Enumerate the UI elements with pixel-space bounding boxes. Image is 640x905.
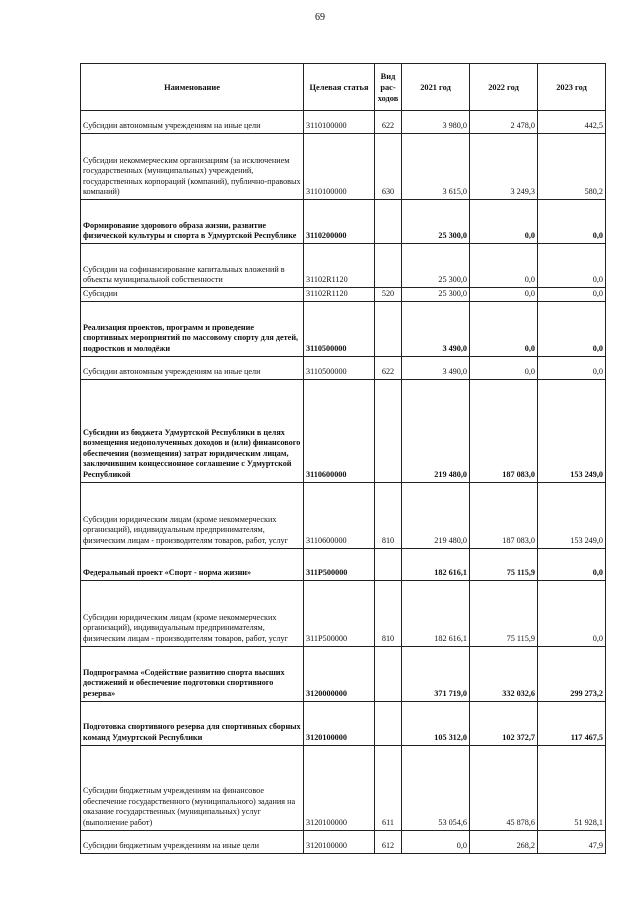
- cell-code: 3110100000: [304, 111, 375, 134]
- cell-2023: 0,0: [538, 548, 606, 580]
- cell-kind: 810: [375, 580, 402, 646]
- cell-2021: 25 300,0: [402, 244, 470, 288]
- cell-2023: 0,0: [538, 301, 606, 356]
- cell-2023: 0,0: [538, 244, 606, 288]
- header-2021: 2021 год: [402, 64, 470, 111]
- cell-kind: [375, 244, 402, 288]
- table-row: [81, 288, 606, 302]
- cell-code: 3110200000: [304, 200, 375, 244]
- cell-name: Реализация проектов, программ и проведение спортивных мероприятий по массовому спорту для детей, подростков и молодёжи: [81, 301, 304, 356]
- table-row: [81, 111, 606, 134]
- table-row: [81, 379, 606, 482]
- cell-name: Формирование здорового образа жизни, развитие физической культуры и спорта в Удмуртской Республике: [81, 200, 304, 244]
- cell-name: Субсидии некоммерческим организациям (за исключением государственных (муниципальных) учреждений, государственных корпораций (компаний), публично-правовых компаний): [81, 134, 304, 200]
- cell-2021: 0,0: [402, 830, 470, 853]
- cell-code: 31102R1120: [304, 288, 375, 302]
- cell-2022: 332 032,6: [470, 646, 538, 701]
- cell-2021: 3 980,0: [402, 111, 470, 134]
- budget-table: [80, 63, 606, 854]
- cell-name: Субсидии на софинансирование капитальных вложений в объекты муниципальной собственности: [81, 244, 304, 288]
- cell-name: Субсидии бюджетным учреждениям на финансовое обеспечение государственного (муниципального) задания на оказание государственных (муниципальных) услуг (выполнение работ): [81, 745, 304, 830]
- header-name: Наименование: [81, 64, 304, 111]
- cell-2022: 0,0: [470, 288, 538, 302]
- cell-2022: 75 115,9: [470, 548, 538, 580]
- table-row: [81, 830, 606, 853]
- cell-2022: 102 372,7: [470, 701, 538, 745]
- cell-name: Субсидии юридическим лицам (кроме некоммерческих организаций), индивидуальным предпринимателям, физическим лицам - производителям товаров, работ, услуг: [81, 580, 304, 646]
- cell-2023: 47,9: [538, 830, 606, 853]
- cell-2023: 153 249,0: [538, 482, 606, 548]
- cell-2021: 371 719,0: [402, 646, 470, 701]
- cell-kind: 810: [375, 482, 402, 548]
- table-row: [81, 482, 606, 548]
- cell-kind: [375, 200, 402, 244]
- cell-2023: 0,0: [538, 288, 606, 302]
- header-code: Целевая статья: [304, 64, 375, 111]
- cell-name: Федеральный проект «Спорт - норма жизни»: [81, 548, 304, 580]
- cell-2021: 219 480,0: [402, 482, 470, 548]
- cell-code: 3120000000: [304, 646, 375, 701]
- cell-code: 3110500000: [304, 356, 375, 379]
- cell-kind: 630: [375, 134, 402, 200]
- cell-name: Подпрограмма «Содействие развитию спорта высших достижений и обеспечение подготовки спортивного резерва»: [81, 646, 304, 701]
- cell-2021: 182 616,1: [402, 548, 470, 580]
- cell-kind: 611: [375, 745, 402, 830]
- cell-2021: 3 490,0: [402, 356, 470, 379]
- cell-name: Субсидии из бюджета Удмуртской Республики в целях возмещения недополученных доходов и (или) финансового обеспечения (возмещения) затрат юридическим лицам, заключившим концессионное соглашение с Удмуртской Республикой: [81, 379, 304, 482]
- cell-2021: 25 300,0: [402, 200, 470, 244]
- cell-2022: 2 478,0: [470, 111, 538, 134]
- cell-code: 3120100000: [304, 701, 375, 745]
- cell-2023: 0,0: [538, 200, 606, 244]
- cell-2021: 105 312,0: [402, 701, 470, 745]
- cell-2021: 53 054,6: [402, 745, 470, 830]
- table-row: [81, 356, 606, 379]
- cell-2021: 3 615,0: [402, 134, 470, 200]
- cell-name: Субсидии бюджетным учреждениям на иные цели: [81, 830, 304, 853]
- cell-2023: 442,5: [538, 111, 606, 134]
- table-row: [81, 244, 606, 288]
- cell-kind: [375, 548, 402, 580]
- cell-name: Субсидии автономным учреждениям на иные цели: [81, 356, 304, 379]
- table-row: [81, 548, 606, 580]
- cell-2023: 0,0: [538, 356, 606, 379]
- cell-name: Подготовка спортивного резерва для спортивных сборных команд Удмуртской Республики: [81, 701, 304, 745]
- cell-2022: 0,0: [470, 356, 538, 379]
- cell-name: Субсидии: [81, 288, 304, 302]
- cell-kind: [375, 301, 402, 356]
- cell-2023: 51 928,1: [538, 745, 606, 830]
- cell-code: 311P500000: [304, 580, 375, 646]
- cell-kind: 520: [375, 288, 402, 302]
- cell-2022: 75 115,9: [470, 580, 538, 646]
- cell-kind: [375, 379, 402, 482]
- table-row: [81, 701, 606, 745]
- header-kind: Вид рас-ходов: [375, 64, 402, 111]
- cell-2022: 3 249,3: [470, 134, 538, 200]
- cell-2022: 187 083,0: [470, 482, 538, 548]
- cell-kind: [375, 701, 402, 745]
- table-row: [81, 134, 606, 200]
- cell-code: 3110600000: [304, 482, 375, 548]
- cell-2023: 117 467,5: [538, 701, 606, 745]
- cell-2021: 25 300,0: [402, 288, 470, 302]
- cell-code: 311P500000: [304, 548, 375, 580]
- cell-2023: 153 249,0: [538, 379, 606, 482]
- cell-kind: 612: [375, 830, 402, 853]
- cell-2021: 182 616,1: [402, 580, 470, 646]
- table-row: [81, 200, 606, 244]
- budget-rows: [81, 111, 606, 854]
- cell-2022: 268,2: [470, 830, 538, 853]
- cell-kind: [375, 646, 402, 701]
- header-2022: 2022 год: [470, 64, 538, 111]
- cell-2023: 580,2: [538, 134, 606, 200]
- cell-kind: 622: [375, 111, 402, 134]
- table-header-row: [81, 64, 606, 111]
- cell-2022: 0,0: [470, 200, 538, 244]
- cell-2022: 187 083,0: [470, 379, 538, 482]
- table-row: [81, 301, 606, 356]
- cell-code: 3110100000: [304, 134, 375, 200]
- cell-kind: 622: [375, 356, 402, 379]
- cell-2021: 3 490,0: [402, 301, 470, 356]
- cell-code: 3110500000: [304, 301, 375, 356]
- table-row: [81, 646, 606, 701]
- cell-2022: 45 878,6: [470, 745, 538, 830]
- table-row: [81, 580, 606, 646]
- page-number: 69: [315, 12, 325, 23]
- cell-code: 3120100000: [304, 745, 375, 830]
- cell-2022: 0,0: [470, 301, 538, 356]
- cell-2023: 0,0: [538, 580, 606, 646]
- cell-2021: 219 480,0: [402, 379, 470, 482]
- table-row: [81, 745, 606, 830]
- cell-code: 31102R1120: [304, 244, 375, 288]
- cell-2022: 0,0: [470, 244, 538, 288]
- cell-name: Субсидии автономным учреждениям на иные цели: [81, 111, 304, 134]
- cell-code: 3120100000: [304, 830, 375, 853]
- cell-name: Субсидии юридическим лицам (кроме некоммерческих организаций), индивидуальным предпринимателям, физическим лицам - производителям товаров, работ, услуг: [81, 482, 304, 548]
- header-2023: 2023 год: [538, 64, 606, 111]
- cell-2023: 299 273,2: [538, 646, 606, 701]
- cell-code: 3110600000: [304, 379, 375, 482]
